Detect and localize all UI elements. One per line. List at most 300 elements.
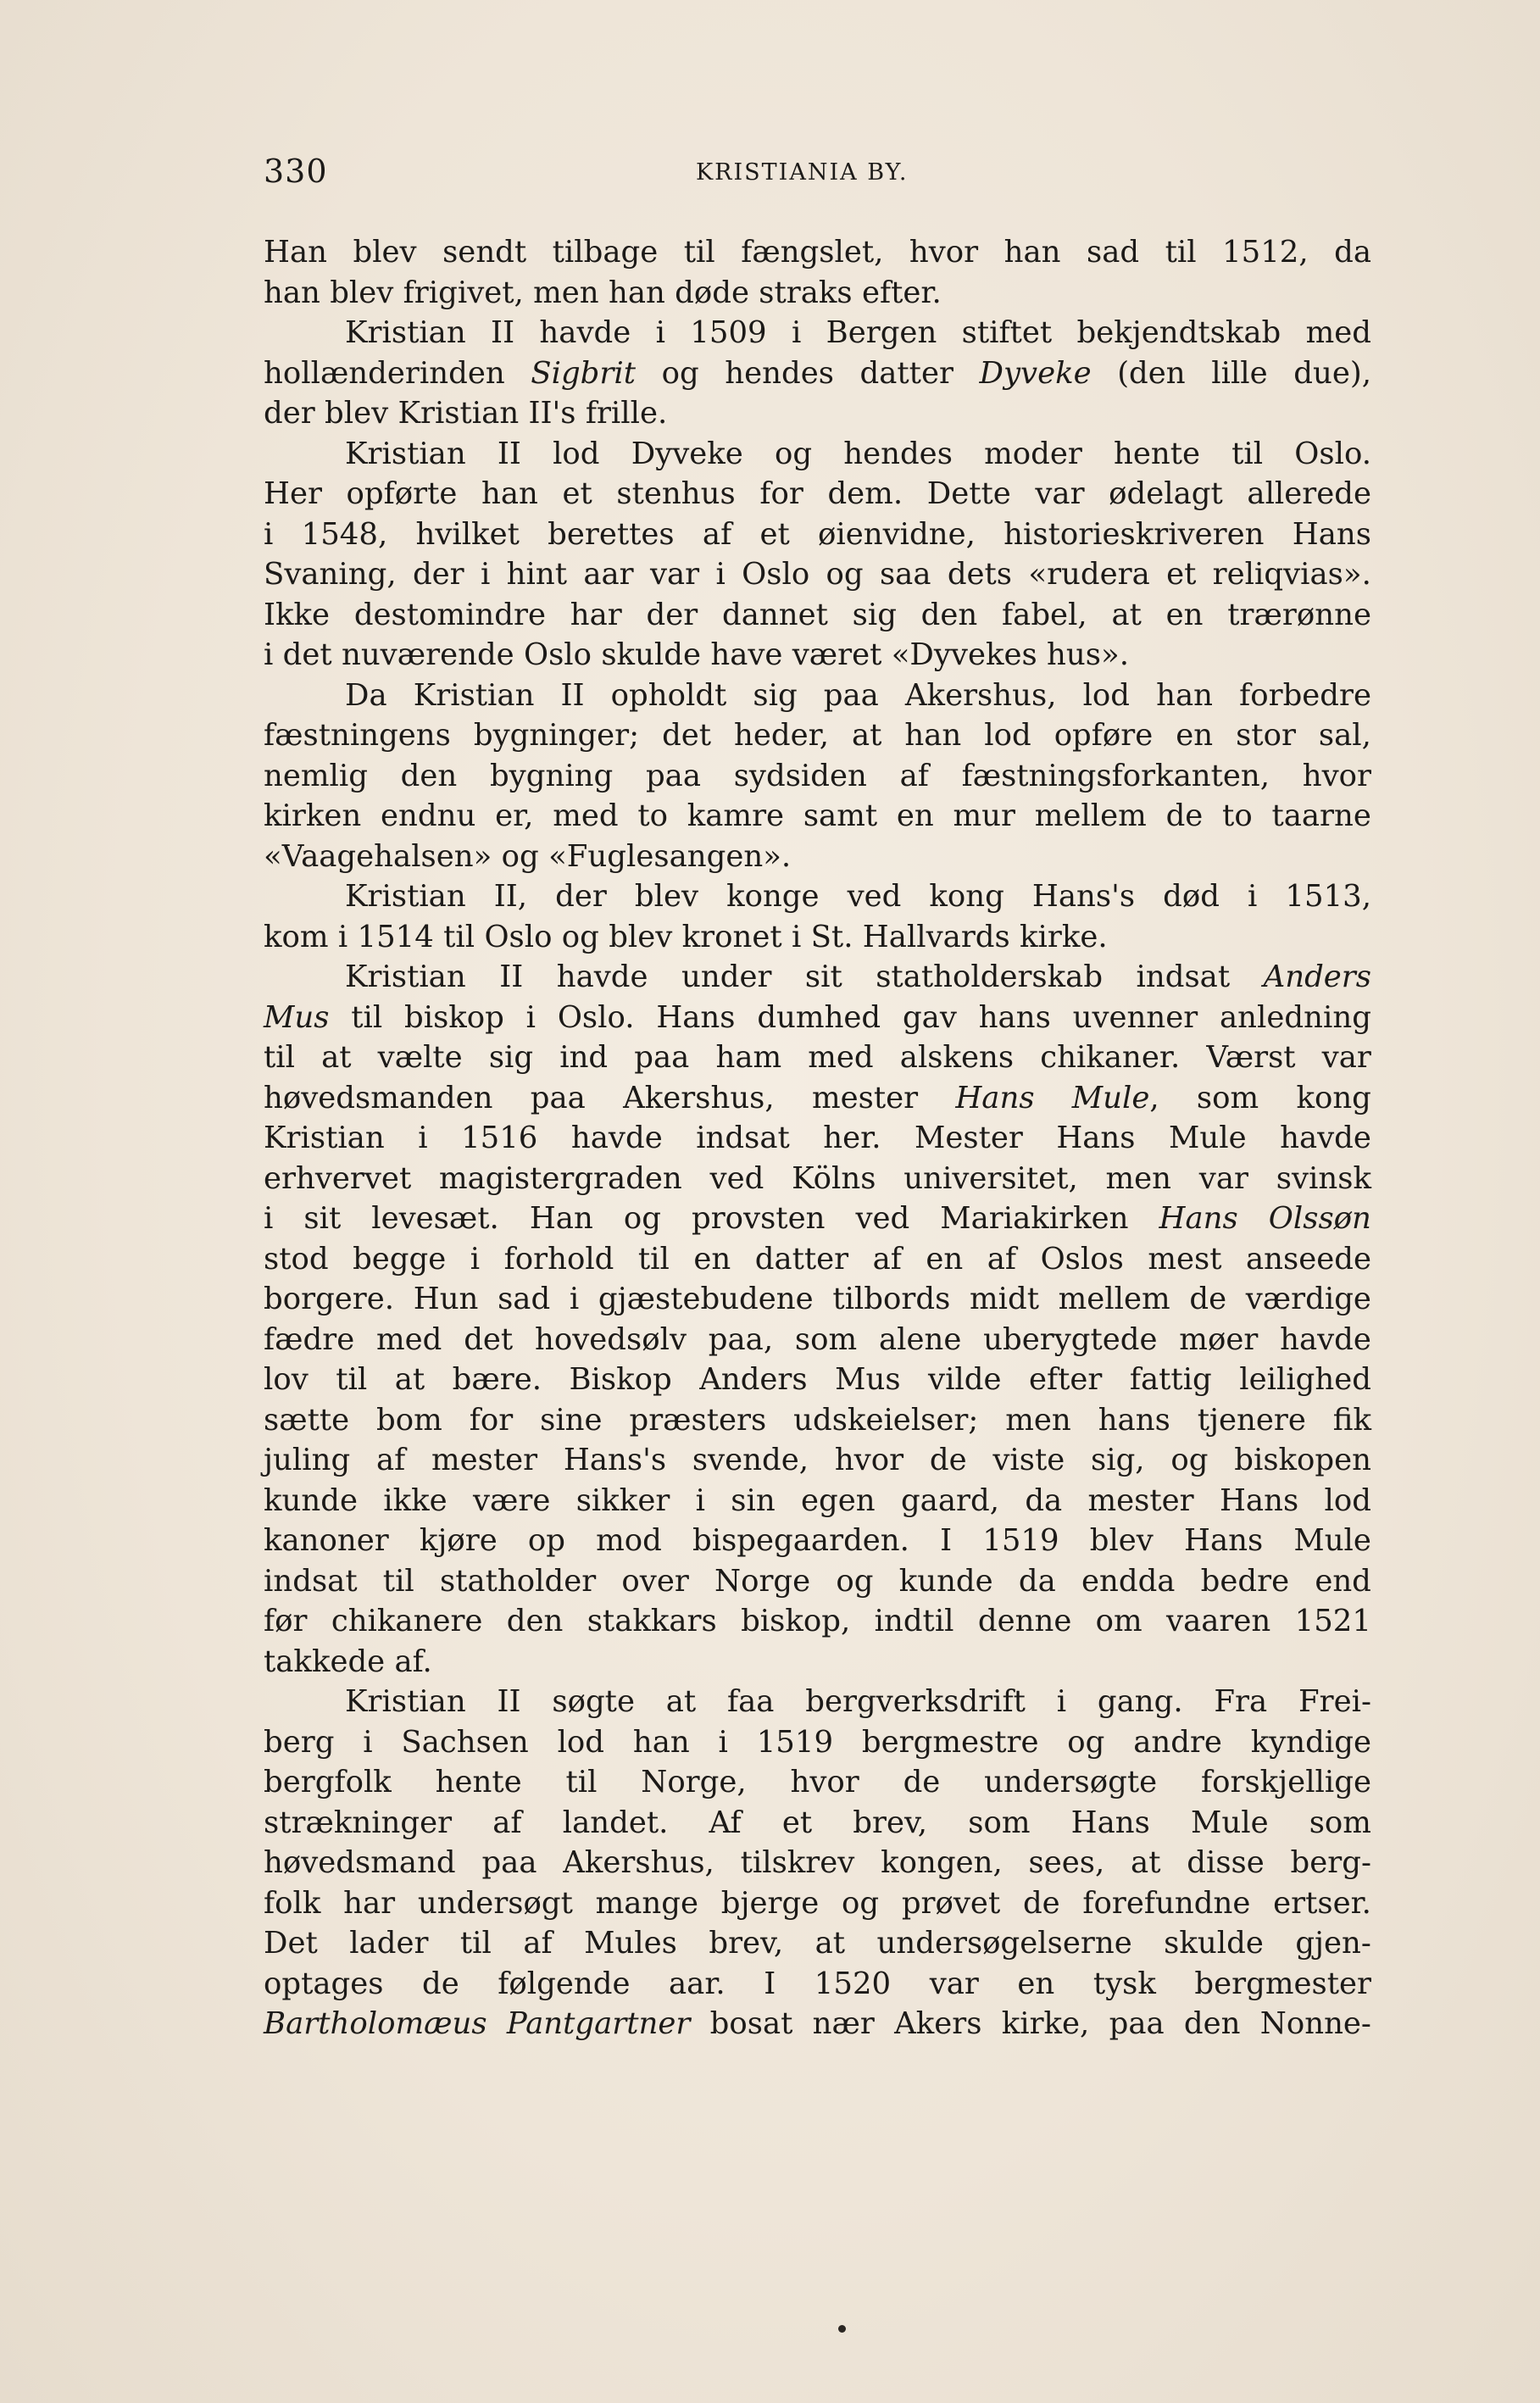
text-word: i	[791, 919, 802, 954]
text-word: borgere.	[264, 1282, 395, 1316]
text-word: til	[264, 1040, 295, 1075]
text-word: Oslo.	[1294, 436, 1371, 471]
text-word: Hans	[1070, 1805, 1150, 1840]
text-word: tjenere	[1197, 1402, 1306, 1438]
text-word: II's	[528, 396, 576, 431]
text-word: af	[987, 1241, 1017, 1277]
text-word: universitet,	[903, 1160, 1078, 1196]
text-word: bergmester	[1194, 1966, 1371, 2001]
text-word: her.	[823, 1121, 881, 1155]
text-word: hvor	[1302, 758, 1371, 793]
text-word: denne	[977, 1604, 1072, 1638]
text-word: bekjendtskab	[1076, 315, 1281, 350]
text-word: Sigbrit	[531, 355, 636, 391]
text-word: bom	[376, 1402, 442, 1438]
text-word: gjen-	[1295, 1926, 1371, 1961]
text-word: Det	[264, 1926, 318, 1961]
text-word: var	[929, 1966, 979, 2001]
text-word: i	[480, 557, 491, 592]
text-word: Værst	[1206, 1040, 1296, 1075]
text-word: af	[702, 516, 732, 552]
text-word: Pantgartner	[506, 2006, 691, 2041]
text-word: i	[264, 637, 274, 672]
text-word: Hans	[656, 999, 736, 1035]
text-word: Hallvards	[862, 919, 1010, 954]
text-line	[264, 1521, 1371, 1561]
text-word: II	[560, 677, 585, 713]
text-word: mod	[596, 1523, 662, 1558]
text-line	[264, 1481, 1371, 1521]
text-word: og	[661, 355, 699, 391]
text-word: det	[662, 718, 712, 753]
text-line	[264, 232, 1371, 273]
text-word: Norge	[714, 1563, 811, 1599]
text-word: II	[491, 315, 515, 350]
text-word: mellem	[1058, 1282, 1170, 1316]
text-word: gjæstebudene	[598, 1282, 814, 1316]
text-word: lod	[1082, 677, 1131, 713]
text-word: stod	[264, 1241, 329, 1277]
text-word: at	[814, 1926, 846, 1961]
text-word: til	[1231, 436, 1264, 471]
text-word: takkede	[264, 1644, 386, 1679]
text-word: lader	[349, 1926, 429, 1961]
text-word: et	[759, 516, 790, 552]
text-word: dets	[947, 557, 1013, 592]
text-word: moder	[984, 436, 1082, 471]
text-word: hente	[435, 1765, 522, 1799]
text-word: ,	[1149, 1080, 1159, 1115]
text-word: fædre	[264, 1321, 355, 1357]
text-word: begge	[353, 1241, 447, 1277]
text-word: kirken	[264, 798, 362, 833]
text-word: hvor	[834, 1443, 904, 1477]
text-word: hvor	[909, 235, 979, 270]
text-line	[264, 1159, 1371, 1199]
text-word: indsat	[264, 1563, 358, 1599]
text-word: Mule	[1293, 1523, 1371, 1558]
text-word: af	[872, 1241, 902, 1277]
text-word: midt	[969, 1282, 1039, 1316]
text-word: fabel,	[1002, 597, 1087, 632]
text-word: andre	[1133, 1724, 1222, 1760]
text-word: Hans	[1056, 1121, 1136, 1155]
text-word: 1548,	[301, 516, 388, 552]
text-word: bergverksdrift	[805, 1684, 1026, 1719]
text-word: udskeielser;	[793, 1402, 979, 1438]
text-line	[264, 1883, 1371, 1924]
text-word: i	[363, 1724, 373, 1760]
text-word: 1516	[461, 1121, 538, 1155]
text-line	[264, 1642, 1371, 1683]
text-word: for	[759, 476, 803, 511]
text-word: med	[808, 1040, 874, 1075]
text-line	[264, 635, 1371, 676]
text-word: Akershus,	[563, 1845, 714, 1880]
text-line	[264, 1239, 1371, 1280]
text-word: hans	[978, 999, 1051, 1035]
text-word: han	[264, 275, 320, 310]
text-word: har	[343, 1885, 396, 1921]
text-line	[264, 1078, 1371, 1119]
text-word: Mules	[584, 1926, 677, 1961]
text-word: gaard,	[900, 1482, 999, 1518]
text-word: som	[794, 1321, 858, 1357]
text-word: sine	[540, 1402, 603, 1438]
text-word: Kristian	[345, 1684, 466, 1719]
text-word: paa	[530, 1080, 586, 1115]
text-word: høvedsmanden	[264, 1080, 493, 1115]
text-word: og	[1067, 1724, 1105, 1760]
text-word: en	[1017, 1966, 1055, 2001]
text-line	[264, 1037, 1371, 1078]
text-word: nemlig	[264, 758, 368, 793]
text-word: skulde	[601, 637, 702, 672]
text-word: ved	[847, 879, 902, 914]
text-word: 1513,	[1285, 879, 1372, 914]
text-word: de	[1165, 798, 1204, 833]
text-word: heder,	[734, 718, 830, 753]
text-word: de	[1189, 1282, 1227, 1316]
text-word: 1519	[756, 1724, 834, 1760]
ink-speck	[838, 2325, 846, 2333]
text-line	[264, 1199, 1371, 1239]
text-word: af	[492, 1805, 522, 1840]
text-word: aar	[583, 557, 634, 592]
text-word: fæstningsforkanten,	[961, 758, 1270, 793]
text-word: alskens	[899, 1040, 1015, 1075]
text-word: statholder	[439, 1563, 597, 1599]
text-word: fæstningens	[264, 718, 451, 753]
text-word: historieskriveren	[1004, 516, 1265, 552]
text-word: havde	[1280, 1121, 1371, 1155]
text-word: Kristian	[345, 960, 466, 994]
text-word: 1519	[982, 1523, 1059, 1558]
text-word: mest	[1148, 1241, 1222, 1277]
text-word: nær	[812, 2006, 875, 2041]
text-word: for	[469, 1402, 514, 1438]
text-line	[264, 715, 1371, 756]
text-word: i	[1056, 1684, 1067, 1719]
text-word: han	[608, 275, 665, 310]
text-word: paa,	[708, 1321, 774, 1357]
text-word: den	[920, 597, 978, 632]
text-word: værdige	[1245, 1282, 1371, 1316]
text-line	[264, 515, 1371, 555]
text-word: Han	[264, 235, 327, 270]
text-word: da	[1334, 235, 1372, 270]
text-word: lov	[264, 1362, 309, 1397]
text-word: blev	[325, 396, 389, 431]
text-word: kong	[929, 879, 1004, 914]
text-word: og	[774, 436, 813, 471]
text-line	[264, 1843, 1371, 1883]
text-word: biskop,	[741, 1604, 851, 1638]
text-word: Mus	[264, 999, 330, 1035]
text-word: disse	[1187, 1845, 1265, 1880]
text-word: som	[968, 1805, 1031, 1840]
text-word: tysk	[1092, 1966, 1156, 2001]
text-word: er,	[495, 798, 534, 833]
text-line	[264, 353, 1371, 394]
text-word: Oslo.	[557, 999, 635, 1035]
text-word: havde	[1280, 1321, 1371, 1357]
text-word: sin	[731, 1482, 776, 1518]
text-word: Akershus,	[904, 677, 1057, 713]
text-word: hvilket	[415, 516, 520, 552]
text-word: Ikke	[264, 597, 331, 632]
text-word: ødelagt	[1109, 476, 1223, 511]
text-line	[264, 1964, 1371, 2005]
text-word: lille	[1211, 355, 1268, 391]
text-word: Mule	[1169, 1121, 1247, 1155]
text-word: to	[1222, 798, 1253, 833]
text-word: samt	[803, 798, 878, 833]
text-word: dumhed	[757, 999, 881, 1035]
text-word: (den	[1117, 355, 1186, 391]
text-word: af	[375, 1443, 406, 1477]
text-word: i	[264, 1201, 274, 1236]
text-word: ikke	[383, 1482, 448, 1518]
text-word: og	[623, 1201, 661, 1236]
text-word: efter.	[861, 275, 942, 310]
text-word: til	[443, 919, 475, 954]
text-word: kirke,	[1001, 2006, 1090, 2041]
text-word: bedre	[1200, 1563, 1290, 1599]
text-word: 1509	[690, 315, 767, 350]
text-word: et	[562, 476, 592, 511]
text-word: brev,	[853, 1805, 928, 1840]
text-word: «Fuglesangen».	[548, 838, 792, 874]
text-word: I	[764, 1966, 776, 2001]
text-word: 1521	[1294, 1604, 1371, 1638]
text-word: af.	[394, 1644, 432, 1679]
text-word: Bartholomæus	[264, 2006, 487, 2041]
text-word: sig	[753, 677, 798, 713]
text-word: Kristian	[345, 879, 466, 914]
text-word: bergmestre	[861, 1724, 1039, 1760]
text-word: alene	[878, 1321, 962, 1357]
text-word: har	[570, 597, 622, 632]
text-word: han	[1156, 677, 1214, 713]
text-word: sig	[488, 1040, 534, 1075]
text-word: I	[940, 1523, 953, 1558]
text-word: Hans	[1219, 1482, 1299, 1518]
text-word: fængslet,	[741, 235, 884, 270]
text-line	[264, 313, 1371, 353]
text-word: statholderskab	[876, 960, 1104, 994]
text-word: havde	[539, 315, 631, 350]
text-word: svende,	[692, 1443, 809, 1477]
text-line	[264, 676, 1371, 716]
text-word: provsten	[691, 1201, 826, 1236]
text-word: II,	[493, 879, 528, 914]
text-word: kamre	[687, 798, 785, 833]
text-word: den	[1183, 2006, 1241, 2041]
text-word: Norge,	[641, 1765, 747, 1799]
text-word: hente	[1113, 436, 1200, 471]
text-line	[264, 1360, 1371, 1400]
text-word: sit	[303, 1201, 342, 1236]
text-word: II	[497, 436, 521, 471]
text-word: Hun	[413, 1282, 479, 1316]
text-word: i	[791, 315, 802, 350]
text-word: stor	[1236, 718, 1296, 753]
text-word: at	[394, 1362, 425, 1397]
text-word: en	[1165, 597, 1204, 632]
text-word: paa	[1109, 2006, 1165, 2041]
text-line	[264, 1762, 1371, 1803]
text-word: dem.	[827, 476, 903, 511]
text-word: ham	[715, 1040, 782, 1075]
text-word: 1520	[814, 1966, 892, 2001]
text-word: II	[499, 960, 524, 994]
text-word: et	[1166, 557, 1197, 592]
text-word: hans	[1098, 1402, 1170, 1438]
text-word: vælte	[377, 1040, 463, 1075]
text-word: i	[337, 919, 348, 954]
text-word: var	[649, 557, 700, 592]
text-word: «rudera	[1028, 557, 1150, 592]
text-word: Her	[264, 476, 322, 511]
text-word: 1512,	[1222, 235, 1309, 270]
text-line	[264, 393, 1371, 434]
text-word: ertser.	[1273, 1885, 1371, 1921]
text-word: endda	[1081, 1563, 1176, 1599]
text-word: have	[710, 637, 783, 672]
text-word: stakkars	[587, 1604, 717, 1638]
text-word: Kristian	[413, 677, 535, 713]
text-word: Hans's	[1031, 879, 1136, 914]
text-line	[264, 1803, 1371, 1844]
text-line	[264, 595, 1371, 636]
text-word: om	[1095, 1604, 1142, 1638]
text-word: kronet	[681, 919, 782, 954]
page-header	[264, 153, 1371, 197]
text-word: høvedsmand	[264, 1845, 456, 1880]
text-word: hollænderinden	[264, 355, 505, 391]
text-word: i	[525, 999, 536, 1035]
text-word: trærønne	[1227, 597, 1371, 632]
text-word: hovedsølv	[534, 1321, 687, 1357]
text-word: søgte	[552, 1684, 635, 1719]
text-word: svinsk	[1276, 1160, 1371, 1196]
text-word: den	[506, 1604, 564, 1638]
text-word: det	[464, 1321, 514, 1357]
text-word: straks	[759, 275, 853, 310]
text-word: til	[637, 1241, 670, 1277]
text-word: Oslos	[1040, 1241, 1124, 1277]
text-word: levesæt.	[371, 1201, 499, 1236]
text-line	[264, 756, 1371, 797]
text-word: de	[422, 1966, 459, 2001]
text-word: og	[561, 919, 599, 954]
text-word: viste	[992, 1443, 1065, 1477]
text-word: mange	[595, 1885, 699, 1921]
text-word: efter	[1028, 1362, 1103, 1397]
text-line	[264, 1279, 1371, 1320]
text-word: undersøgelserne	[876, 1926, 1132, 1961]
text-word: før	[264, 1604, 308, 1638]
text-word: forefundne	[1082, 1885, 1251, 1921]
text-word: Hans	[955, 1080, 1035, 1115]
text-word: i	[695, 1482, 705, 1518]
text-word: med	[553, 798, 619, 833]
text-word: due),	[1293, 355, 1371, 391]
text-word: datter	[754, 1241, 849, 1277]
text-word: stenhus	[616, 476, 736, 511]
text-line	[264, 554, 1371, 595]
text-line	[264, 1722, 1371, 1763]
text-word: biskopen	[1234, 1443, 1372, 1477]
text-word: havde	[556, 960, 648, 994]
text-word: sendt	[442, 235, 527, 270]
text-word: sig,	[1091, 1443, 1145, 1477]
text-word: uvenner	[1072, 999, 1198, 1035]
text-word: Anders	[1263, 960, 1372, 994]
text-word: til	[565, 1765, 598, 1799]
text-word: Da	[345, 677, 387, 713]
text-word: frille.	[585, 396, 668, 431]
text-word: Akershus,	[623, 1080, 775, 1115]
text-word: frigivet,	[403, 275, 524, 310]
body-text	[264, 232, 1371, 2044]
text-word: gang.	[1097, 1684, 1183, 1719]
text-word: Hans	[1159, 1201, 1238, 1236]
text-word: Hans	[1184, 1523, 1264, 1558]
text-word: opholdt	[610, 677, 727, 713]
text-word: bispegaarden.	[692, 1523, 909, 1558]
text-word: været	[792, 637, 882, 672]
text-word: skulde	[1164, 1926, 1264, 1961]
text-word: Anders	[699, 1362, 808, 1397]
text-word: at	[1131, 1845, 1161, 1880]
text-word: gav	[902, 999, 957, 1035]
text-word: kirke.	[1020, 919, 1108, 954]
text-word: Mule	[1071, 1080, 1150, 1115]
text-word: i	[418, 1121, 428, 1155]
text-word: opføre	[1054, 718, 1154, 753]
text-word: brev,	[709, 1926, 784, 1961]
text-word: en	[926, 1241, 964, 1277]
text-word: tilbage	[552, 235, 659, 270]
text-line	[264, 1400, 1371, 1441]
text-word: som	[1309, 1805, 1371, 1840]
text-word: kanoner	[264, 1523, 389, 1558]
text-word: tilskrev	[740, 1845, 855, 1880]
text-word: Hans	[1292, 516, 1371, 552]
text-word: «Vaagehalsen»	[264, 838, 492, 874]
text-word: Frei-	[1298, 1684, 1371, 1719]
text-line	[264, 998, 1371, 1038]
text-line	[264, 434, 1371, 475]
text-word: forskjellige	[1200, 1765, 1371, 1799]
text-word: og	[501, 838, 539, 874]
text-word: mester	[811, 1080, 919, 1115]
text-word: chikanere	[331, 1604, 483, 1638]
text-word: bygning	[489, 758, 614, 793]
text-word: med	[1305, 315, 1371, 350]
text-word: var	[1198, 1160, 1248, 1196]
text-word: St.	[810, 919, 853, 954]
text-word: paa	[645, 758, 702, 793]
text-word: kjøre	[419, 1523, 498, 1558]
text-word: og	[841, 1885, 880, 1921]
text-word: sad	[1087, 235, 1140, 270]
text-word: Oslo	[523, 637, 592, 672]
text-line	[264, 273, 1371, 314]
text-word: Bergen	[826, 315, 937, 350]
